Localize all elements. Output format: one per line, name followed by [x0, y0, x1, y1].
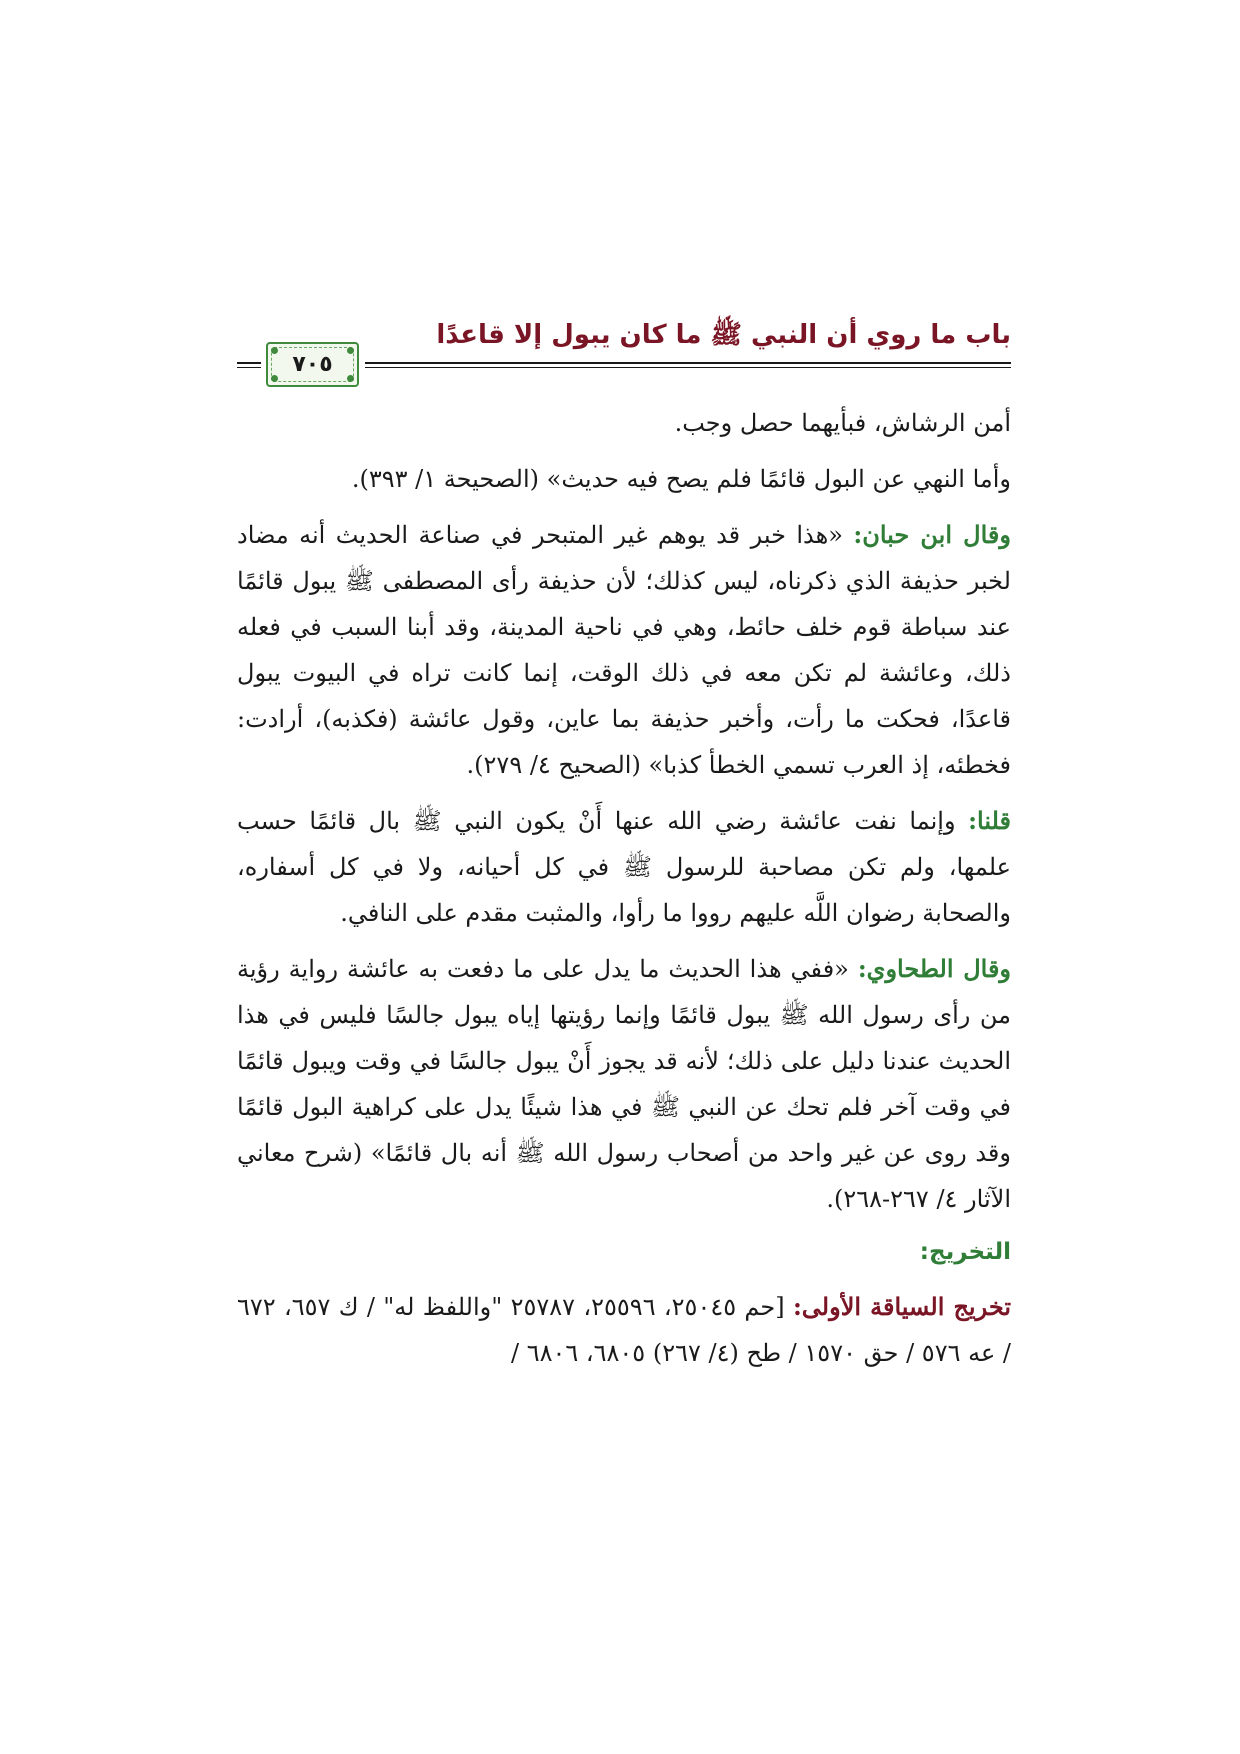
chapter-title: باب ما روي أن النبي ﷺ ما كان يبول إلا قاعدًا: [436, 320, 1011, 350]
paragraph-text: «ففي هذا الحديث ما يدل على ما دفعت به عائشة رواية رؤية من رأى رسول الله ﷺ يبول قائمًا وإنما رؤيتها إياه يبول جالسًا فليس في هذا الحديث عندنا دليل على ذلك؛ لأنه قد يجوز أَنْ يبول جالسًا في وقت ويبول قائمًا في وقت آخر فلم تحك عن النبي ﷺ في هذا شيئًا يدل على كراهية البول قائمًا وقد روى عن غير واحد من أصحاب رسول الله ﷺ أنه بال قائمًا» (شرح معاني الآثار ٤/ ٢٦٧-٢٦٨).: [237, 955, 1011, 1213]
paragraph: [237, 400, 1011, 446]
section-heading: التخريج:: [919, 1239, 1011, 1265]
paragraph-text: وأما النهي عن البول قائمًا فلم يصح فيه حديث» (الصحيحة ١/ ٣٩٣).: [351, 465, 1011, 493]
paragraph-text: «هذا خبر قد يوهم غير المتبحر في صناعة الحديث أنه مضاد لخبر حذيفة الذي ذكرناه، ليس كذلك؛ لأن حذيفة رأى المصطفى ﷺ يبول قائمًا عند سباطة قوم خلف حائط، وهي في ناحية المدينة، وقد أبنا السبب في فعله ذلك، وعائشة لم تكن معه في ذلك الوقت، إنما كانت تراه في البيوت يبول قاعدًا، فحكت ما رأت، وأخبر حذيفة بما عاين، وقول عائشة (فكذبه)، أرادت: فخطئه، إذ العرب تسمي الخطأ كذبا» (الصحيح ٤/ ٢٧٩).: [237, 521, 1011, 779]
paragraph: [237, 456, 1011, 502]
paragraph: [237, 512, 1011, 788]
paragraph-lead: وقال الطحاوي:: [857, 954, 1012, 983]
takhrij-lead: تخريج السياقة الأولى:: [792, 1292, 1012, 1321]
paragraph-text: وإنما نفت عائشة رضي الله عنها أَنْ يكون النبي ﷺ بال قائمًا حسب علمها، ولم تكن مصاحبة للرسول ﷺ في كل أحيانه، ولا في كل أسفاره، والصحابة رضوان اللَّه عليهم رووا ما رأوا، والمثبت مقدم على النافي.: [237, 807, 1011, 927]
paragraph: [237, 946, 1011, 1222]
paragraph-text: أمن الرشاش، فبأيهما حصل وجب.: [674, 409, 1011, 437]
page-number-frame: [266, 342, 359, 387]
page-body: [237, 400, 1011, 1386]
paragraph-lead: قلنا:: [968, 806, 1011, 835]
header-rule-left-thin: [237, 367, 261, 368]
header-rule-thin: [365, 367, 1011, 368]
running-header: [237, 312, 1011, 382]
header-rule-left: [237, 362, 261, 364]
header-rule: [365, 362, 1011, 364]
paragraph: [237, 798, 1011, 936]
takhrij-paragraph: [237, 1284, 1011, 1376]
page-number: ٧٠٥: [292, 352, 333, 377]
takhrij-text: [حم ٢٥٠٤٥، ٢٥٥٩٦، ٢٥٧٨٧ "واللفظ له" / ك ٦٥٧، ٦٧٢ / عه ٥٧٦ / حق ١٥٧٠ / طح (٤/ ٢٦٧) ٦٨٠٥، ٦٨٠٦ /: [237, 1293, 1011, 1367]
paragraph-lead: وقال ابن حبان:: [853, 520, 1011, 549]
